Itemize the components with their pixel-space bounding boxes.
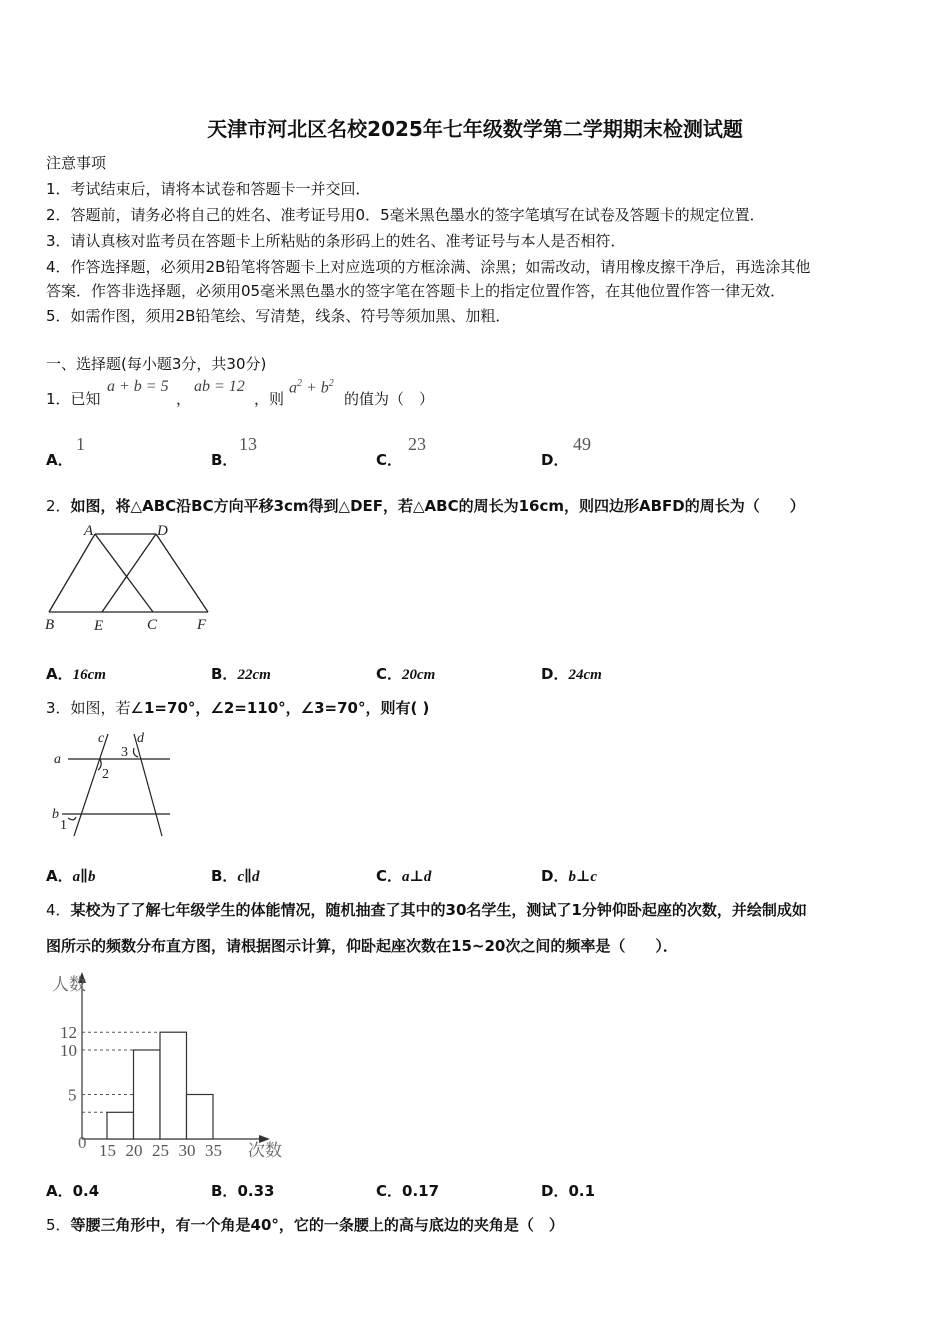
option-value: 22cm xyxy=(237,667,271,683)
option-value: 0.33 xyxy=(237,1182,275,1200)
option-label: A． xyxy=(46,665,73,683)
option-value: 24cm xyxy=(568,667,602,683)
page-title: 天津市河北区名校2025年七年级数学第二学期期末检测试题 xyxy=(207,117,743,141)
option-label: A． xyxy=(46,1182,73,1200)
q1-option-label[interactable]: D． xyxy=(541,451,569,469)
option-label: D． xyxy=(541,665,569,683)
option-label: A． xyxy=(46,867,73,885)
origin-label: 0 xyxy=(78,1133,87,1152)
x-tick-label: 15 xyxy=(99,1141,116,1160)
option-value: c∥d xyxy=(237,869,260,885)
option-value: 0.17 xyxy=(402,1182,440,1200)
question-3 xyxy=(46,697,429,718)
line-label: a xyxy=(54,752,61,767)
line-d xyxy=(134,734,162,836)
histogram-bar xyxy=(134,1050,161,1139)
q1-suffix: 的值为（ ） xyxy=(344,390,435,408)
notice-item: 答案．作答非选择题，必须用05毫米黑色墨水的签字笔在答题卡上的指定位置作答，在其他位置作答一律无效． xyxy=(46,282,786,300)
point-label: E xyxy=(94,618,104,634)
q3-figure xyxy=(48,728,178,838)
q1-eq3-exp: 2 xyxy=(328,378,334,389)
q3-option[interactable] xyxy=(541,865,597,886)
q1-sep: ， xyxy=(176,390,192,408)
q1-option-label[interactable]: A． xyxy=(46,451,73,469)
point-label: B xyxy=(45,617,55,633)
q3-option[interactable] xyxy=(46,865,96,886)
x-tick-label: 25 xyxy=(152,1141,169,1160)
q4-text-line1: 某校为了了解七年级学生的体能情况，随机抽查了其中的30名学生，测试了1分钟仰卧起座的次数，并绘制成如 xyxy=(70,901,807,919)
segment-ac xyxy=(95,534,153,612)
notice-item: 3．请认真核对监考员在答题卡上所粘贴的条形码上的姓名、准考证号与本人是否相符． xyxy=(46,232,626,250)
option-label: B． xyxy=(211,1182,238,1200)
question-number: 3． xyxy=(46,699,71,717)
option-value: b⊥c xyxy=(568,869,598,885)
option-value: 0.1 xyxy=(568,1182,596,1200)
y-axis-label: 人数 xyxy=(52,975,86,994)
y-tick-label: 12 xyxy=(60,1023,77,1043)
x-tick-label: 35 xyxy=(205,1141,222,1160)
x-axis-label: 次数 xyxy=(248,1141,282,1160)
segment-ab xyxy=(49,534,95,612)
q1-option-label[interactable]: C． xyxy=(376,451,403,469)
q1-equation-2: ab = 12 xyxy=(194,378,245,395)
angle-label: 1 xyxy=(60,818,67,833)
point-label: A xyxy=(84,523,94,539)
q1-option-label[interactable]: B． xyxy=(211,451,238,469)
option-label: C． xyxy=(376,867,403,885)
q2-option[interactable] xyxy=(541,663,602,684)
option-value: 20cm xyxy=(402,667,436,683)
q1-prefix: 已知 xyxy=(70,390,101,408)
line-label: c xyxy=(98,731,105,746)
point-label: C xyxy=(147,617,158,633)
q1-option-value: 23 xyxy=(408,434,426,454)
option-label: D． xyxy=(541,867,569,885)
line-label: d xyxy=(137,731,144,746)
option-value: a⊥d xyxy=(402,869,432,885)
q3-option[interactable] xyxy=(211,865,260,886)
notice-item: 2．答题前，请务必将自己的姓名、准考证号用0．5毫米黑色墨水的签字笔填写在试卷及答题卡的规定位置． xyxy=(46,206,765,224)
q2-text: 如图，将△ABC沿BC方向平移3cm得到△DEF，若△ABC的周长为16cm，则四边形ABFD的周长为（ ） xyxy=(70,497,805,515)
q1-eq3-mid: + b xyxy=(302,379,329,397)
y-tick-label: 10 xyxy=(60,1041,77,1060)
x-tick-label: 20 xyxy=(125,1141,143,1160)
q4-option[interactable] xyxy=(541,1180,595,1201)
q2-option[interactable] xyxy=(376,663,435,684)
angle-3-arc xyxy=(134,748,139,757)
q1-option-value: 49 xyxy=(573,434,591,454)
point-label: D xyxy=(157,523,168,539)
option-value: 0.4 xyxy=(72,1182,100,1200)
question-1 xyxy=(46,388,101,409)
q2-option[interactable] xyxy=(211,663,271,684)
option-value: a∥b xyxy=(72,869,96,885)
notice-item: 5．如需作图，须用2B铅笔绘、写清楚，线条、符号等须加黑、加粗． xyxy=(46,307,511,325)
notice-heading: 注意事项 xyxy=(46,154,107,172)
q4-histogram xyxy=(40,970,300,1165)
q1-equation-3 xyxy=(289,378,334,397)
q1-eq3-exp: 2 xyxy=(297,378,302,389)
q4-option[interactable] xyxy=(46,1180,99,1201)
q1-equation-1: a + b = 5 xyxy=(107,378,169,395)
q3-text: 1=70°，∠2=110°，∠3=70°，则有( ) xyxy=(144,699,430,717)
question-2 xyxy=(46,495,805,516)
segment-de xyxy=(102,534,156,612)
line-label: b xyxy=(52,807,59,822)
q1-eq3-base: a xyxy=(289,379,297,397)
question-number: 4． xyxy=(46,901,71,919)
question-5 xyxy=(46,1214,564,1235)
section-heading: 一、选择题(每小题3分，共30分) xyxy=(46,355,267,373)
q3-text-prefix: 如图，若∠ xyxy=(70,699,144,717)
option-label: D． xyxy=(541,1182,569,1200)
q4-option[interactable] xyxy=(211,1180,274,1201)
q5-text: 等腰三角形中，有一个角是40°，它的一条腰上的高与底边的夹角是（ ） xyxy=(70,1216,564,1234)
q2-option[interactable] xyxy=(46,663,106,684)
line-c xyxy=(74,734,108,836)
question-number: 5． xyxy=(46,1216,71,1234)
notice-item: 1．考试结束后，请将本试卷和答题卡一并交回． xyxy=(46,180,371,198)
q1-option-value: 13 xyxy=(239,434,257,454)
angle-label: 3 xyxy=(121,745,128,760)
q4-option[interactable] xyxy=(376,1180,439,1201)
angle-label: 2 xyxy=(102,767,109,782)
q3-option[interactable] xyxy=(376,865,431,886)
question-number: 2． xyxy=(46,497,71,515)
option-label: C． xyxy=(376,1182,403,1200)
segment-df xyxy=(156,534,208,612)
q1-option-value: 1 xyxy=(76,434,85,454)
histogram-bar xyxy=(187,1095,214,1140)
question-4 xyxy=(46,899,807,920)
option-value: 16cm xyxy=(72,667,106,683)
q1-sep: ，则 xyxy=(254,390,285,408)
question-number: 1． xyxy=(46,390,71,408)
option-label: C． xyxy=(376,665,403,683)
histogram-bar xyxy=(107,1112,134,1139)
option-label: B． xyxy=(211,665,238,683)
q2-figure xyxy=(40,522,220,637)
point-label: F xyxy=(197,617,207,633)
histogram-bar xyxy=(160,1032,187,1139)
angle-1-arc xyxy=(68,817,76,820)
notice-item: 4．作答选择题，必须用2B铅笔将答题卡上对应选项的方框涂满、涂黑；如需改动，请用橡皮擦干净后，再选涂其他 xyxy=(46,258,811,276)
x-tick-label: 30 xyxy=(178,1141,196,1160)
y-tick-label: 5 xyxy=(68,1085,77,1105)
q4-text-line2: 图所示的频数分布直方图，请根据图示计算，仰卧起座次数在15~20次之间的频率是（ ）． xyxy=(46,937,678,955)
option-label: B． xyxy=(211,867,238,885)
